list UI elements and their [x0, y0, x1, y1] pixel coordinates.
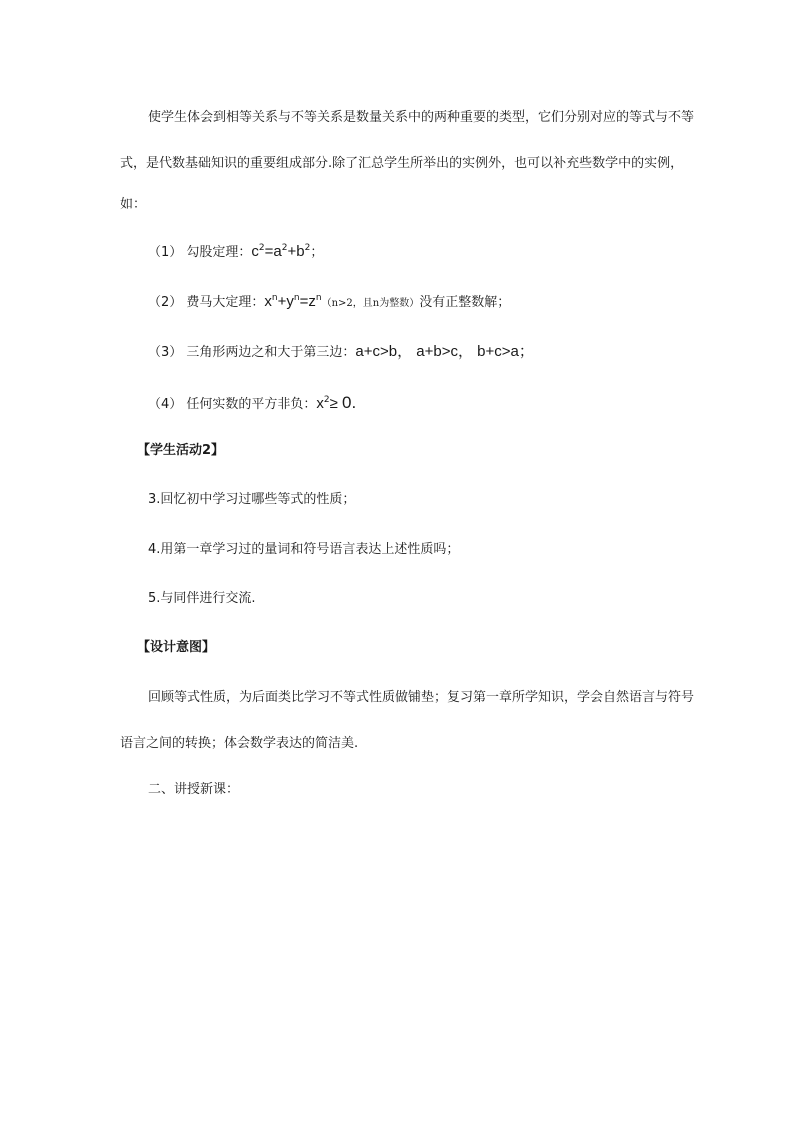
- condition-text: （n>2，且n为整数）: [321, 298, 420, 309]
- exponent: 2: [258, 243, 265, 253]
- exponent: n: [315, 293, 322, 303]
- intro-line-1: 使学生体会到相等关系与不等关系是数量关系中的两种重要的类型，它们分别对应的等式与不等: [148, 110, 695, 125]
- example-rest: 没有正整数解；: [419, 295, 511, 310]
- design-line-1: 回顾等式性质，为后面类比学习不等式性质做铺垫；复习第一章所学知识，学会自然语言与符号: [148, 690, 695, 705]
- math-text: ≥: [329, 395, 338, 412]
- math-text: c: [251, 243, 259, 260]
- example-triangle: [148, 343, 534, 362]
- example-label: （4） 任何实数的平方非负：: [148, 397, 317, 412]
- exponent: n: [293, 293, 300, 303]
- exponent: 2: [304, 243, 311, 253]
- intro-line-2: 式，是代数基础知识的重要组成部分.除了汇总学生所举出的实例外，也可以补充些数学中的实例，: [120, 156, 684, 171]
- design-heading: 【设计意图】: [137, 640, 216, 655]
- exponent: 2: [323, 395, 330, 405]
- intro-line-3: 如：: [120, 197, 147, 212]
- example-pythagorean: [148, 243, 323, 262]
- example-label: （2） 费马大定理：: [148, 295, 265, 310]
- section-title: 二、讲授新课：: [148, 782, 240, 797]
- example-label: （1） 勾股定理：: [148, 245, 252, 260]
- activity-item: 4.用第一章学习过的量词和符号语言表达上述性质吗；: [148, 542, 460, 557]
- math-text: 0.: [342, 393, 357, 412]
- activity-item: 3.回忆初中学习过哪些等式的性质；: [148, 492, 356, 507]
- math-text: =z: [299, 293, 316, 310]
- example-fermat: [148, 293, 510, 313]
- math-text: a+c>b， a+b>c， b+c>a；: [355, 343, 534, 360]
- math-text: +y: [277, 293, 294, 310]
- exponent: n: [271, 293, 278, 303]
- math-text: =a: [264, 243, 282, 260]
- math-text: +b: [287, 243, 305, 260]
- math-text: x: [316, 395, 324, 412]
- activity-heading: 【学生活动2】: [137, 443, 225, 458]
- math-text: x: [264, 293, 272, 310]
- punctuation: ；: [310, 245, 324, 260]
- design-line-2: 语言之间的转换；体会数学表达的简洁美.: [120, 736, 359, 751]
- exponent: 2: [281, 243, 288, 253]
- example-label: （3） 三角形两边之和大于第三边：: [148, 345, 356, 360]
- activity-item: 5.与同伴进行交流.: [148, 591, 256, 606]
- example-square: [148, 394, 356, 414]
